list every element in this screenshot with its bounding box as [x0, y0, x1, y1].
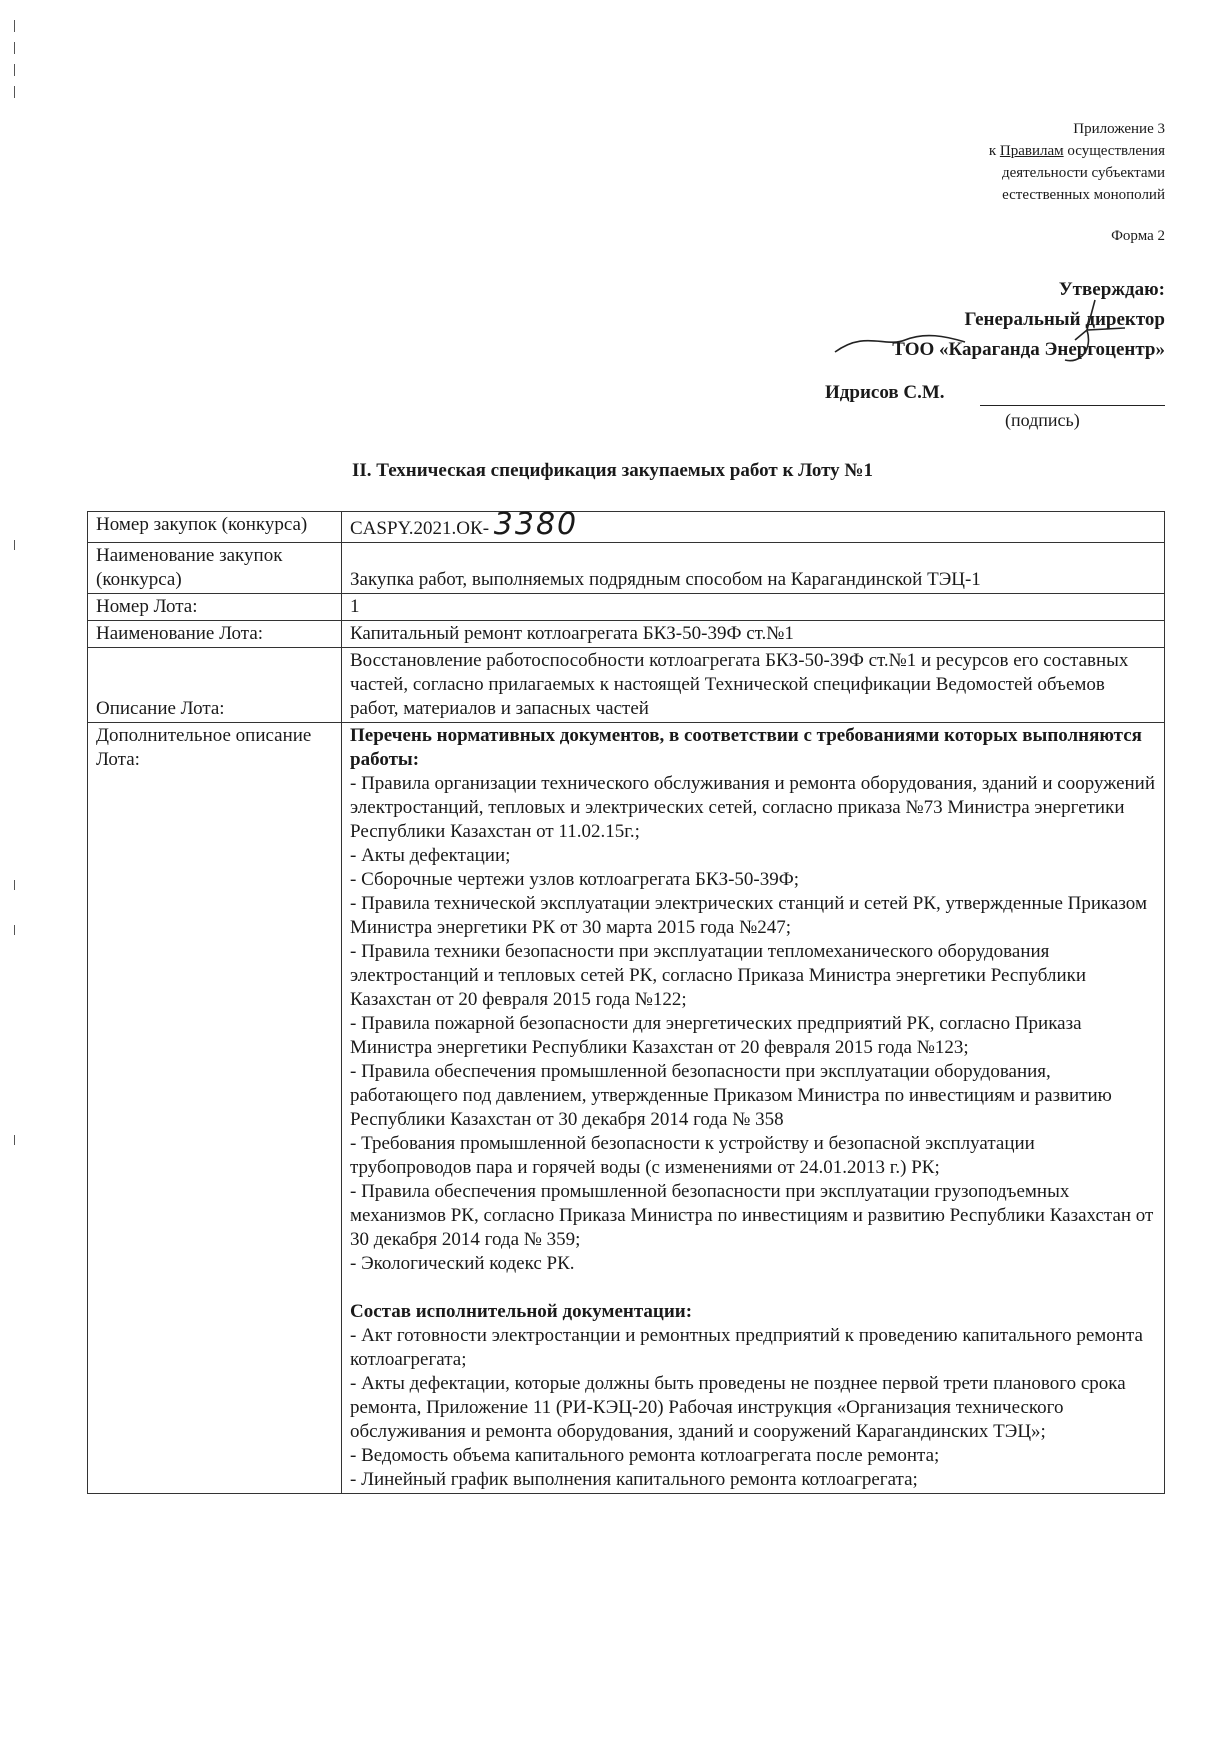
scan-margin-mark [14, 540, 15, 550]
signature-caption: (подпись) [1005, 410, 1080, 430]
list-item: - Акты дефектации; [350, 845, 511, 866]
list-item: - Правила технической эксплуатации электрических станций и сетей РК, утвержденные Приказом Министра энергетики РК от 30 марта 2015 года №247; [350, 893, 1147, 938]
additional-description-value [342, 723, 1165, 1494]
list-item: - Правила пожарной безопасности для энергетических предприятий РК, согласно Приказа Министра энергетики Республики Казахстан от 20 февраля 2015 года №123; [350, 1013, 1082, 1058]
normative-documents-heading: Перечень нормативных документов, в соответствии с требованиями которых выполняются работы: [350, 725, 1142, 770]
table-row [88, 648, 1165, 723]
appendix-line [865, 140, 1165, 162]
appendix-text: осуществления [1063, 143, 1165, 159]
table-row [88, 621, 1165, 648]
appendix-text: к [988, 143, 1000, 159]
table-row [88, 543, 1165, 594]
list-item: - Правила организации технического обслуживания и ремонта оборудования, зданий и сооружений электростанций, тепловых и электрических сетей, согласно приказа №73 Министра энергетики Республики Казахстан от 11.02.15г.; [350, 773, 1156, 842]
list-item: - Акты дефектации, которые должны быть проведены не позднее первой трети планового срока ремонта, Приложение 11 (РИ-КЭЦ-20) Рабочая инструкция «Организация технического обслуживания и ремонта оборудования, зданий и сооружений Карагандинских ТЭЦ»; [350, 1373, 1126, 1442]
table-row [88, 723, 1165, 1494]
approval-position: Генеральный директор [964, 309, 1165, 330]
scan-margin-mark [14, 925, 15, 935]
appendix-reference [865, 118, 1165, 206]
lot-number-value: 1 [342, 594, 1165, 621]
procurement-number-label: Номер закупок (конкурса) [88, 512, 342, 543]
appendix-line: Приложение 3 [1073, 121, 1165, 137]
procurement-number-value [342, 507, 1165, 543]
section-spacer [350, 1276, 1156, 1300]
scan-margin-mark [14, 20, 15, 32]
document-title: II. Техническая спецификация закупаемых работ к Лоту №1 [352, 460, 873, 481]
rules-link: Правилам [999, 143, 1064, 159]
list-item: - Акт готовности электростанции и ремонтных предприятий к проведению капитального ремонта котлоагрегата; [350, 1325, 1143, 1370]
appendix-line: естественных монополий [1002, 187, 1165, 203]
lot-name-value: Капитальный ремонт котлоагрегата БКЗ-50-39Ф ст.№1 [342, 621, 1165, 648]
table-row [88, 512, 1165, 543]
scan-margin-mark [14, 64, 15, 76]
handwritten-number: 3380 [493, 507, 579, 542]
list-item: - Экологический кодекс РК. [350, 1253, 575, 1274]
appendix-line: деятельности субъектами [1001, 165, 1165, 181]
list-item: - Линейный график выполнения капитального ремонта котлоагрегата; [350, 1469, 918, 1490]
executive-documentation-heading: Состав исполнительной документации: [350, 1301, 693, 1322]
lot-description-label: Описание Лота: [88, 648, 342, 723]
additional-description-label: Дополнительное описание Лота: [88, 723, 342, 1494]
lot-description-value: Восстановление работоспособности котлоагрегата БКЗ-50-39Ф ст.№1 и ресурсов его составных частей, согласно прилагаемых к настоящей Технической спецификации Ведомостей объемов работ, материалов и запасных частей [342, 648, 1165, 723]
executive-documentation-list [350, 1324, 1156, 1492]
handwritten-signature [825, 290, 1145, 370]
scan-margin-mark [14, 1135, 15, 1145]
approval-company: ТОО «Караганда Энергоцентр» [892, 339, 1165, 360]
signature-line [980, 405, 1165, 406]
scan-margin-mark [14, 42, 15, 54]
scan-margin-mark [14, 86, 15, 98]
lot-name-label: Наименование Лота: [88, 621, 342, 648]
table-row [88, 594, 1165, 621]
scan-margin-mark [14, 880, 15, 890]
procurement-name-label: Наименование закупок (конкурса) [88, 543, 342, 594]
lot-number-label: Номер Лота: [88, 594, 342, 621]
list-item: - Правила обеспечения промышленной безопасности при эксплуатации грузоподъемных механизмов РК, согласно Приказа Министра по инвестициям и развитию Республики Казахстан от 30 декабря 2014 года № 359; [350, 1181, 1154, 1250]
procurement-number-prefix: CASPY.2021.ОК- [350, 518, 490, 539]
list-item: - Сборочные чертежи узлов котлоагрегата БКЗ-50-39Ф; [350, 869, 800, 890]
specification-table [87, 507, 1165, 1494]
form-number: Форма 2 [1111, 228, 1165, 244]
procurement-name-value: Закупка работ, выполняемых подрядным способом на Карагандинской ТЭЦ-1 [342, 543, 1165, 594]
list-item: - Правила техники безопасности при эксплуатации тепломеханического оборудования электростанций и тепловых сетей РК, согласно Приказа Министра энергетики Республики Казахстан от 20 февраля 2015 года №122; [350, 941, 1087, 1010]
normative-documents-list [350, 772, 1156, 1276]
list-item: - Правила обеспечения промышленной безопасности при эксплуатации оборудования, работающего под давлением, утвержденные Приказом Министра по инвестициям и развитию Республики Казахстан от 30 декабря 2014 года № 358 [350, 1061, 1112, 1130]
list-item: - Ведомость объема капитального ремонта котлоагрегата после ремонта; [350, 1445, 940, 1466]
list-item: - Требования промышленной безопасности к устройству и безопасной эксплуатации трубопроводов пара и горячей воды (с изменениями от 24.01.2013 г.) РК; [350, 1133, 1035, 1178]
signer-name: Идрисов С.М. [825, 382, 945, 403]
approval-heading: Утверждаю: [1058, 279, 1165, 300]
